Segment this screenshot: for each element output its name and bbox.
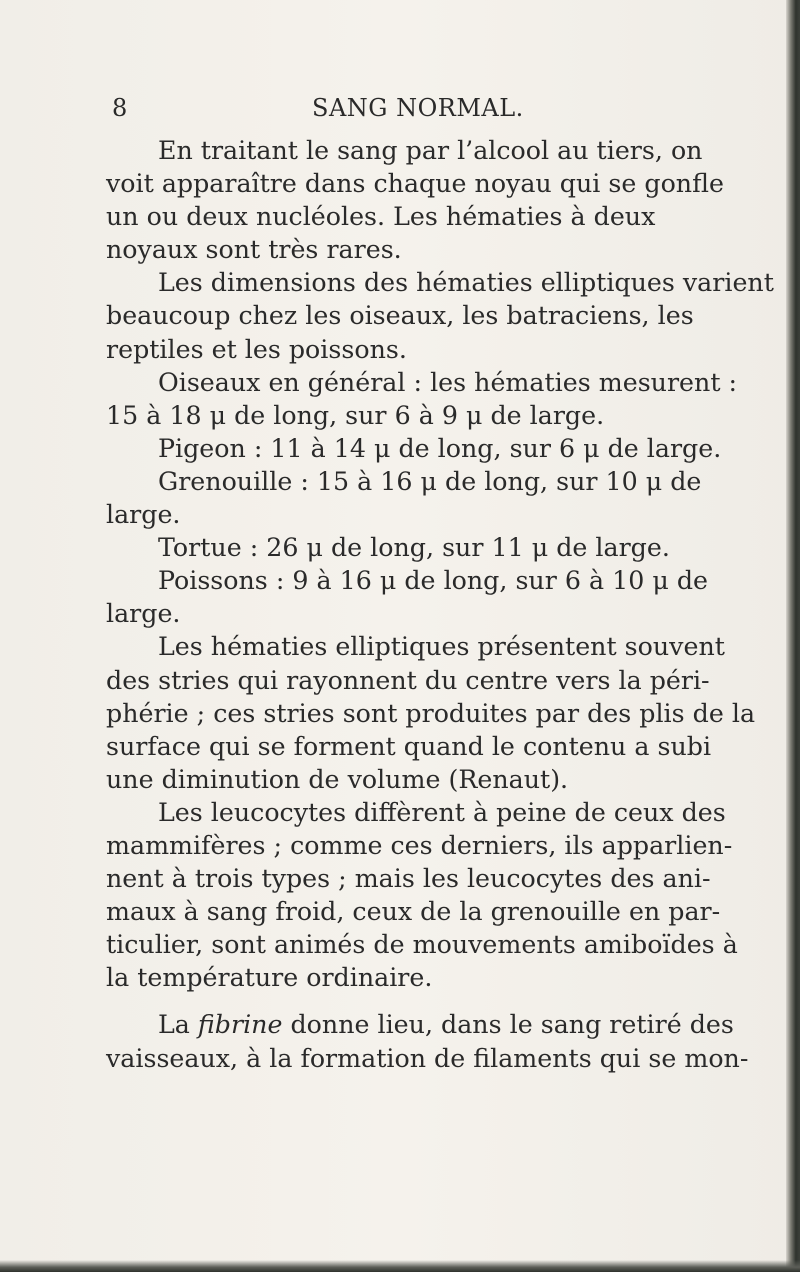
text-line: une diminution de volume (Renaut). [106,764,569,794]
text-line: nent à trois types ; mais les leucocytes des ani- [106,864,711,894]
text-fragment: donne lieu, dans le sang retiré des [282,1010,734,1040]
text-line: Les leucocytes diffèrent à peine de ceux des [158,797,726,827]
page-header [112,94,702,124]
text-line: large. [106,599,181,629]
text-line: Oiseaux en général : les hématies mesurent : [158,367,738,397]
text-line: Tortue : 26 μ de long, sur 11 μ de large. [158,533,670,563]
text-line: 15 à 18 μ de long, sur 6 à 9 μ de large. [106,400,605,430]
italic-term: fibrine [197,1010,283,1040]
text-line: beaucoup chez les oiseaux, les batraciens, les [106,301,694,331]
text-line: En traitant le sang par l’alcool au tiers, on [158,136,703,165]
text-line: large. [106,500,181,530]
text-line: reptiles et les poissons. [106,334,407,364]
text-line: un ou deux nucléoles. Les hématies à deux [106,202,656,232]
text-line: Grenouille : 15 à 16 μ de long, sur 10 μ de [158,466,702,496]
text-fragment: La [158,1010,198,1040]
text-line: voit apparaître dans chaque noyau qui se gonfle [106,169,724,199]
page-edge-right [786,0,800,1272]
running-title: SANG NORMAL. [312,94,524,122]
text-line: des stries qui rayonnent du centre vers la péri- [106,665,710,695]
text-line: mammifères ; comme ces derniers, ils apparlien- [106,830,733,860]
text-line: vaisseaux, à la formation de filaments qui se mon- [106,1043,749,1073]
body-text [106,134,774,1075]
text-line: phérie ; ces stries sont produites par des plis de la [106,698,756,728]
text-line: la température ordinaire. [106,963,433,993]
text-line: ticulier, sont animés de mouvements amiboïdes à [106,930,738,960]
page-number: 8 [112,94,128,122]
text-line: Les hématies elliptiques présentent souvent [158,632,725,662]
text-line-fibrine [106,1008,734,1041]
text-line: Pigeon : 11 à 14 μ de long, sur 6 μ de large. [158,433,722,463]
page-edge-bottom [0,1260,800,1272]
text-line: Les dimensions des hématies elliptiques varient [158,268,774,298]
text-line: Poissons : 9 à 16 μ de long, sur 6 à 10 μ de [158,566,708,596]
text-line: maux à sang froid, ceux de la grenouille en par- [106,897,721,927]
text-line: noyaux sont très rares. [106,235,402,265]
text-line: surface qui se forment quand le contenu a subi [106,731,712,761]
